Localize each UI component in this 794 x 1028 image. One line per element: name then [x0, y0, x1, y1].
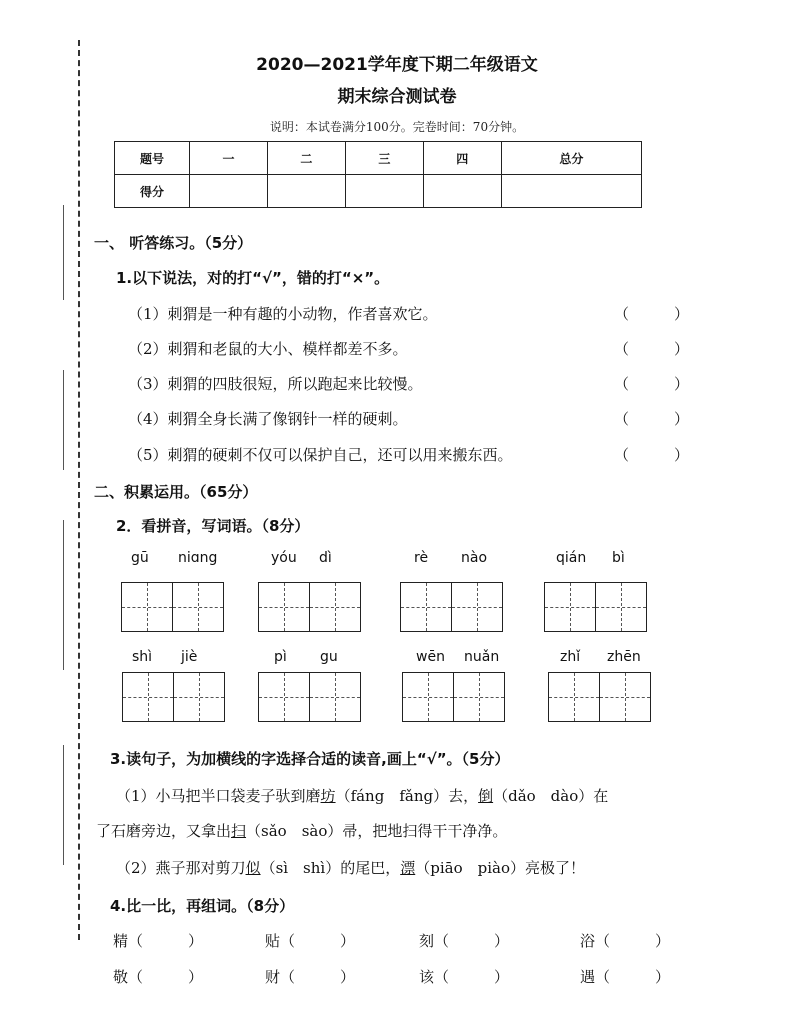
writing-grid[interactable] — [544, 582, 647, 632]
writing-cell[interactable] — [259, 673, 310, 721]
q1-heading: 1.以下说法，对的打“√”，错的打“×”。 — [116, 269, 390, 287]
exam-subtitle: 期末综合测试卷 — [337, 87, 457, 107]
score-header-cell: 三 — [345, 142, 423, 175]
q3-paragraph-1-cont — [96, 820, 507, 841]
score-header-cell: 二 — [267, 142, 345, 175]
q3-text: 了石磨旁边，又拿出 — [96, 822, 232, 840]
writing-grid[interactable] — [122, 672, 225, 722]
pinyin-label: gu — [320, 649, 338, 665]
exam-title: 2020—2021学年度下期二年级语文 — [256, 55, 538, 75]
score-header-cell: 题号 — [115, 142, 190, 175]
binding-margin-line — [63, 205, 64, 300]
pinyin-label: shì — [132, 649, 153, 665]
score-table-header-row — [115, 142, 642, 175]
writing-cell[interactable] — [173, 583, 223, 631]
pinyin-label: dì — [319, 550, 332, 566]
q3-underlined-char: 倒 — [478, 787, 494, 805]
q3-underlined-char: 漂 — [400, 859, 416, 877]
q3-pinyin-options[interactable]: （dǎo dào）在 — [493, 787, 609, 805]
pinyin-label: nuǎn — [464, 649, 500, 665]
pinyin-label: pì — [274, 649, 287, 665]
q1-answer-paren[interactable]: （ ） — [614, 410, 690, 428]
q3-pinyin-options[interactable]: （piāo piào）亮极了！ — [415, 859, 585, 877]
exam-note: 说明：本试卷满分100分。完卷时间：70分钟。 — [269, 120, 525, 134]
writing-grid[interactable] — [258, 582, 361, 632]
q4-compare-item[interactable]: 该（ ） — [419, 968, 510, 986]
q1-item: （5）刺猬的硬刺不仅可以保护自己，还可以用来搬东西。 — [128, 446, 513, 464]
q3-pinyin-options[interactable]: （sì shì）的尾巴， — [260, 859, 401, 877]
q1-answer-paren[interactable]: （ ） — [614, 446, 690, 464]
q2-heading: 2．看拼音，写词语。（8分） — [116, 517, 310, 535]
binding-dashed-line — [78, 40, 80, 940]
q4-compare-item[interactable]: 刻（ ） — [419, 932, 510, 950]
q3-paragraph-1 — [116, 785, 608, 806]
pinyin-label: qián — [556, 550, 587, 566]
q1-answer-paren[interactable]: （ ） — [614, 305, 690, 323]
q4-compare-item[interactable]: 遇（ ） — [580, 968, 671, 986]
score-header-cell: 一 — [190, 142, 268, 175]
score-table — [114, 141, 642, 208]
writing-cell[interactable] — [310, 583, 360, 631]
writing-cell[interactable] — [123, 673, 174, 721]
q1-item: （1）刺猬是一种有趣的小动物，作者喜欢它。 — [128, 305, 438, 323]
q4-heading: 4.比一比，再组词。（8分） — [110, 897, 295, 915]
pinyin-label: jiè — [181, 649, 198, 665]
score-header-cell: 四 — [423, 142, 501, 175]
q4-compare-item[interactable]: 浴（ ） — [580, 932, 671, 950]
q3-paragraph-2 — [116, 857, 585, 878]
score-input-cell[interactable] — [423, 175, 501, 208]
writing-grid[interactable] — [121, 582, 224, 632]
score-input-cell[interactable] — [267, 175, 345, 208]
writing-cell[interactable] — [122, 583, 173, 631]
pinyin-label: zhǐ — [560, 649, 581, 665]
pinyin-label: bì — [612, 550, 625, 566]
pinyin-label: niɑng — [178, 550, 218, 566]
q3-text: （2）燕子那对剪刀 — [116, 859, 246, 877]
pinyin-label: yóu — [271, 550, 297, 566]
pinyin-label: rè — [414, 550, 429, 566]
q4-compare-item[interactable]: 精（ ） — [113, 932, 204, 950]
writing-cell[interactable] — [310, 673, 360, 721]
score-row-label: 得分 — [115, 175, 190, 208]
q3-pinyin-options[interactable]: （sǎo sào）帚，把地扫得干干净净。 — [246, 822, 508, 840]
score-header-cell: 总分 — [501, 142, 641, 175]
score-input-cell[interactable] — [190, 175, 268, 208]
writing-cell[interactable] — [401, 583, 452, 631]
q1-item: （4）刺猬全身长满了像钢针一样的硬刺。 — [128, 410, 408, 428]
pinyin-label: zhēn — [607, 649, 641, 665]
writing-cell[interactable] — [452, 583, 502, 631]
q4-compare-item[interactable]: 敬（ ） — [113, 968, 204, 986]
pinyin-label: gū — [131, 550, 149, 566]
writing-cell[interactable] — [545, 583, 596, 631]
writing-cell[interactable] — [454, 673, 504, 721]
score-input-cell[interactable] — [501, 175, 641, 208]
q3-heading: 3.读句子，为加横线的字选择合适的读音,画上“√”。（5分） — [110, 750, 510, 768]
q1-item: （3）刺猬的四肢很短，所以跑起来比较慢。 — [128, 375, 423, 393]
binding-margin-line — [63, 745, 64, 865]
q4-compare-item[interactable]: 贴（ ） — [265, 932, 356, 950]
binding-margin-line — [63, 520, 64, 670]
pinyin-label: wēn — [416, 649, 445, 665]
q3-underlined-char: 似 — [245, 859, 261, 877]
score-input-cell[interactable] — [345, 175, 423, 208]
section1-heading: 一、 听答练习。（5分） — [94, 234, 253, 252]
q3-underlined-char: 坊 — [320, 787, 336, 805]
writing-cell[interactable] — [403, 673, 454, 721]
section2-heading: 二、积累运用。（65分） — [94, 483, 258, 501]
q4-compare-item[interactable]: 财（ ） — [265, 968, 356, 986]
writing-cell[interactable] — [549, 673, 600, 721]
writing-grid[interactable] — [548, 672, 651, 722]
q3-pinyin-options[interactable]: （fáng fǎng）去， — [335, 787, 479, 805]
q1-answer-paren[interactable]: （ ） — [614, 375, 690, 393]
writing-grid[interactable] — [402, 672, 505, 722]
q1-answer-paren[interactable]: （ ） — [614, 340, 690, 358]
binding-margin-line — [63, 370, 64, 470]
q3-underlined-char: 扫 — [231, 822, 247, 840]
writing-grid[interactable] — [400, 582, 503, 632]
writing-grid[interactable] — [258, 672, 361, 722]
q1-item: （2）刺猬和老鼠的大小、模样都差不多。 — [128, 340, 408, 358]
writing-cell[interactable] — [596, 583, 646, 631]
writing-cell[interactable] — [259, 583, 310, 631]
q3-text: （1）小马把半口袋麦子驮到磨 — [116, 787, 321, 805]
pinyin-label: nào — [461, 550, 488, 566]
writing-cell[interactable] — [600, 673, 650, 721]
writing-cell[interactable] — [174, 673, 224, 721]
score-table-score-row — [115, 175, 642, 208]
